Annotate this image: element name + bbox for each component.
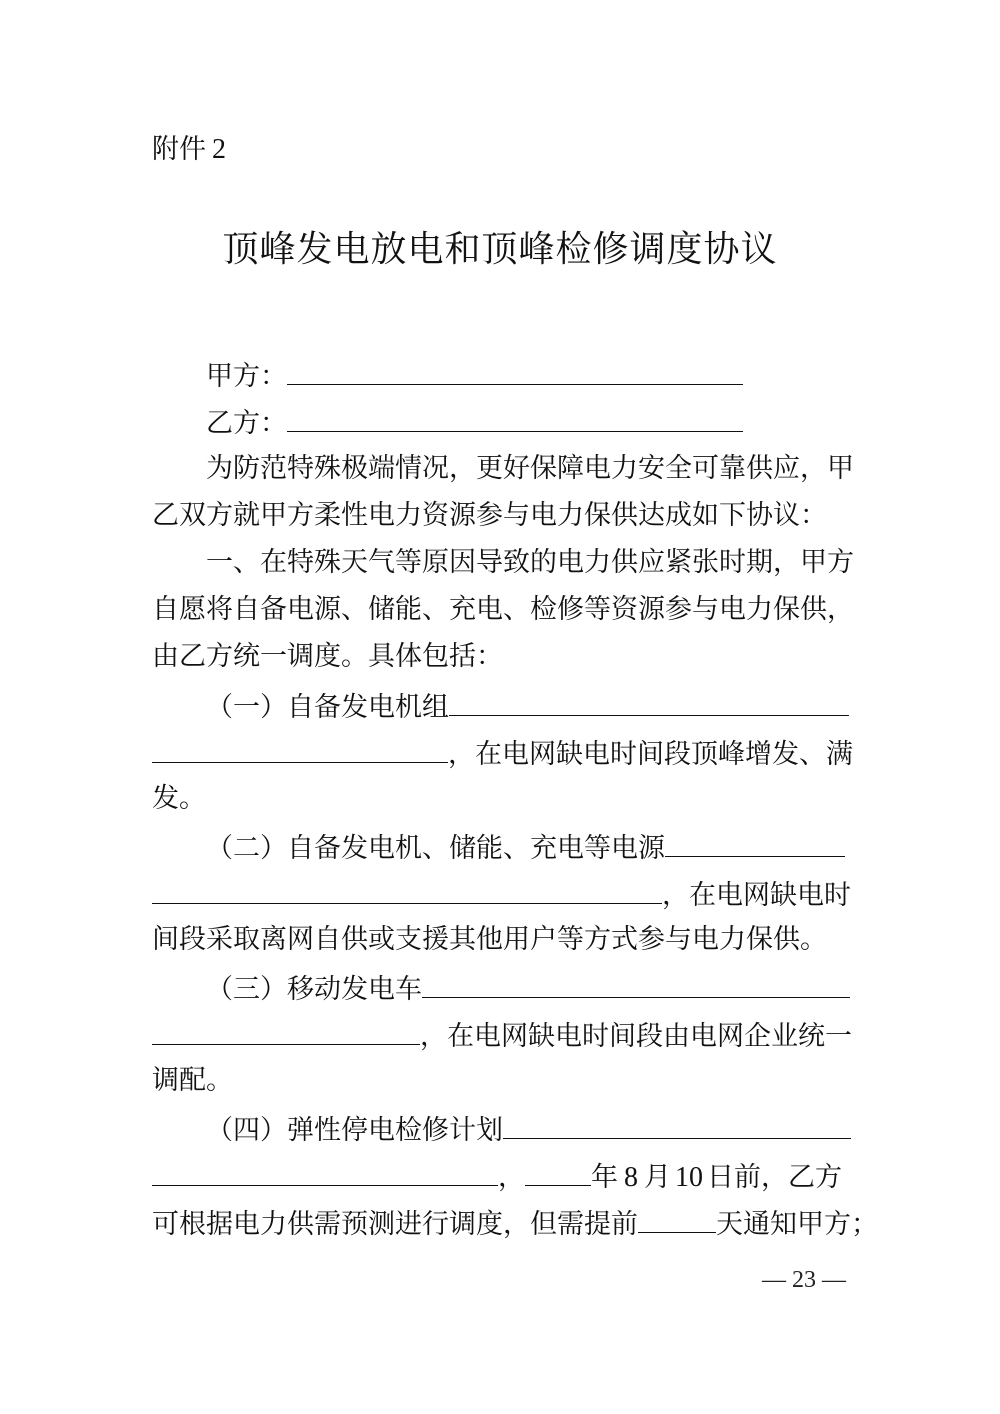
- item1-blank-1[interactable]: [449, 685, 849, 716]
- clause1-line-3: 由乙方统一调度。具体包括：: [152, 641, 503, 672]
- preamble-line-1: 为防范特殊极端情况，更好保障电力安全可靠供应，甲: [206, 453, 854, 484]
- item4-line-2: ， 年 8 月 10 日前，乙方: [152, 1155, 852, 1198]
- item1-line-3: 发。: [152, 783, 206, 814]
- party-b-label: 乙方：: [206, 408, 287, 439]
- item1-blank-2[interactable]: [152, 732, 448, 763]
- item1-line-2: [152, 732, 852, 775]
- item4-month-number: 8: [624, 1162, 638, 1193]
- item4-line-3: 可根据电力供需预测进行调度，但需提前 天通知甲方；: [152, 1202, 872, 1245]
- item4-year-blank[interactable]: [525, 1155, 591, 1186]
- item3-line-2: [152, 1014, 852, 1057]
- item4-days-blank[interactable]: [638, 1202, 716, 1233]
- item3-line-3: 调配。: [152, 1065, 233, 1096]
- item1-line-1: [152, 685, 852, 728]
- item3-tail: ，在电网缺电时间段由电网企业统一: [420, 1021, 852, 1052]
- attachment-number: 2: [212, 134, 226, 165]
- item2-blank-1[interactable]: [665, 826, 845, 857]
- party-b-blank[interactable]: [287, 401, 743, 432]
- item2-line-2: [152, 873, 852, 916]
- item2-line-1: [152, 826, 852, 869]
- page-number: — 23 —: [762, 1267, 846, 1293]
- item1-tail: ，在电网缺电时间段顶峰增发、满: [448, 739, 853, 770]
- item2-blank-2[interactable]: [152, 873, 662, 904]
- preamble-line-2: 乙双方就甲方柔性电力资源参与电力保供达成如下协议：: [152, 500, 827, 531]
- item2-lead: （二）自备发电机、储能、充电等电源: [206, 833, 665, 864]
- item4-blank-2[interactable]: [152, 1155, 498, 1186]
- document-title: 顶峰发电放电和顶峰检修调度协议: [222, 229, 778, 270]
- item4-lead: （四）弹性停电检修计划: [206, 1115, 503, 1146]
- item2-line-3: 间段采取离网自供或支援其他用户等方式参与电力保供。: [152, 924, 827, 955]
- clause1-line-1: 一、在特殊天气等原因导致的电力供应紧张时期，甲方: [206, 547, 854, 578]
- item4-line-1: [152, 1108, 852, 1151]
- clause1-line-2: 自愿将自备电源、储能、充电、检修等资源参与电力保供，: [152, 594, 854, 625]
- item4-day-number: 10: [675, 1162, 703, 1193]
- item4-blank-1[interactable]: [503, 1108, 851, 1139]
- attachment-label: 附件 2: [152, 134, 226, 165]
- item2-tail: ，在电网缺电时: [662, 880, 851, 911]
- party-a-label: 甲方：: [206, 361, 287, 392]
- item3-blank-2[interactable]: [152, 1014, 420, 1045]
- item3-lead: （三）移动发电车: [206, 974, 422, 1005]
- party-a-line: [152, 354, 852, 397]
- party-b-line: [152, 401, 852, 444]
- item3-blank-1[interactable]: [422, 967, 850, 998]
- item1-lead: （一）自备发电机组: [206, 692, 449, 723]
- item3-line-1: [152, 967, 852, 1010]
- party-a-blank[interactable]: [287, 354, 743, 385]
